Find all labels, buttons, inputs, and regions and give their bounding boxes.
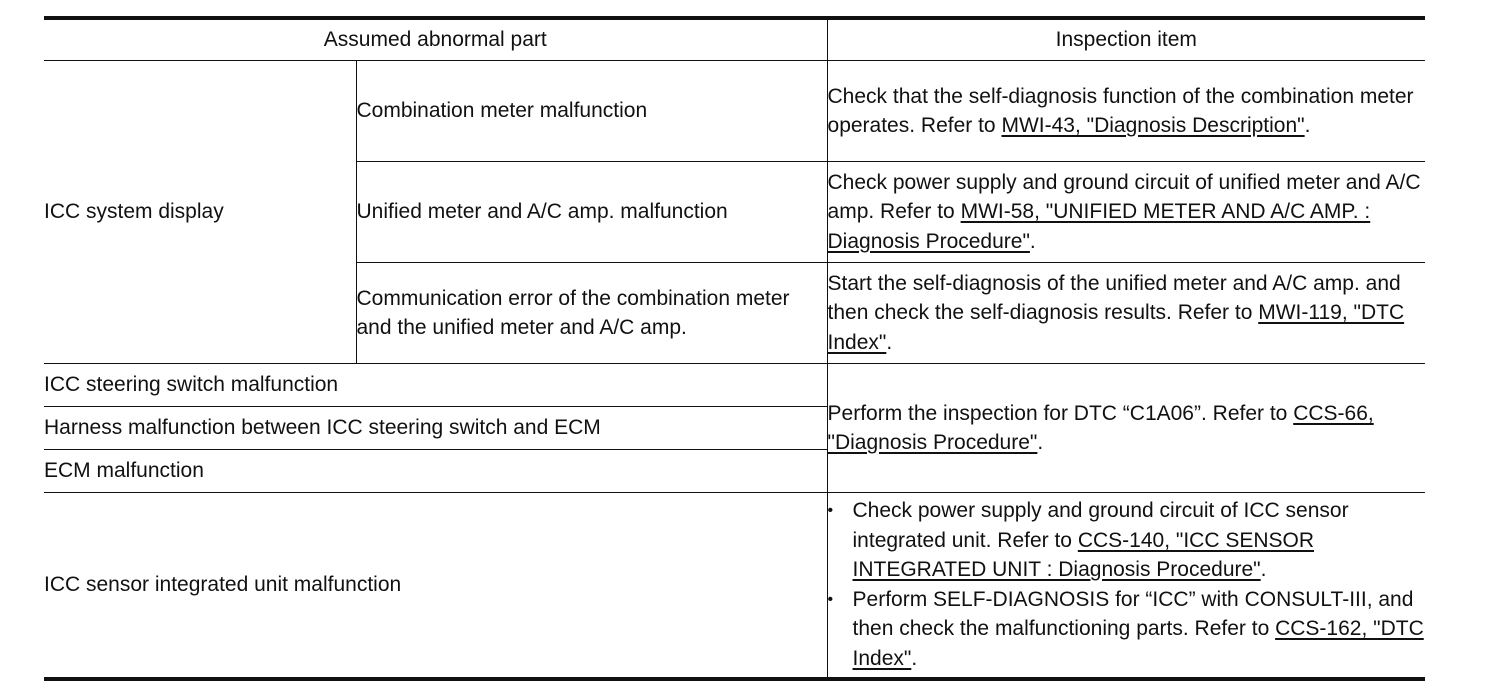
- reference-link[interactable]: CCS-140, "ICC SENSOR INTEGRATED UNIT : Diagnosis Procedure": [852, 528, 1315, 582]
- part-cell: Combination meter malfunction: [356, 61, 827, 162]
- inspection-cell: [827, 263, 1425, 364]
- icc-system-display-cell: ICC system display: [44, 61, 356, 364]
- reference-link[interactable]: CCS-162, "DTC Index": [852, 617, 1424, 670]
- list-item: [828, 496, 1426, 585]
- inspection-text: Perform SELF-DIAGNOSIS for “ICC” with CONSULT-III, and then check the malfunctioning parts. Refer to: [852, 587, 1414, 641]
- part-cell: ECM malfunction: [44, 450, 827, 493]
- part-cell: Unified meter and A/C amp. malfunction: [356, 162, 827, 263]
- inspection-cell: [827, 162, 1425, 263]
- reference-link[interactable]: MWI-119, "DTC Index": [827, 301, 1405, 354]
- bullet-list: [828, 496, 1426, 673]
- diagnosis-table: [44, 16, 1425, 681]
- inspection-text: Check power supply and ground circuit of ICC sensor integrated unit. Refer to: [852, 499, 1349, 552]
- header-row: [44, 18, 1425, 61]
- period: .: [1304, 114, 1311, 137]
- part-cell: ICC steering switch malfunction: [44, 364, 827, 407]
- header-assumed-part: Assumed abnormal part: [44, 18, 827, 61]
- table-row: [44, 493, 1425, 679]
- part-cell: Harness malfunction between ICC steering switch and ECM: [44, 407, 827, 450]
- inspection-text: Perform the inspection for DTC “C1A06”. Refer to: [827, 401, 1294, 425]
- period: .: [911, 646, 918, 670]
- reference-link[interactable]: MWI-58, "UNIFIED METER AND A/C AMP. : Diagnosis Procedure": [827, 200, 1371, 253]
- period: .: [1037, 431, 1044, 454]
- part-cell: Communication error of the combination meter and the unified meter and A/C amp.: [356, 263, 827, 364]
- header-inspection-item: Inspection item: [827, 18, 1425, 61]
- period: .: [1260, 558, 1267, 582]
- part-cell: ICC sensor integrated unit malfunction: [44, 493, 827, 679]
- period: .: [886, 330, 893, 354]
- inspection-cell: [827, 61, 1425, 162]
- inspection-text: Check that the self-diagnosis function of the combination meter operates. Refer to: [827, 84, 1414, 137]
- table-row: [44, 61, 1425, 162]
- list-item: [828, 585, 1426, 674]
- reference-link[interactable]: MWI-43, "Diagnosis Description": [1001, 114, 1305, 137]
- table-row: [44, 364, 1425, 407]
- inspection-text: Start the self-diagnosis of the unified meter and A/C amp. and then check the self-diagnosis results. Refer to: [827, 271, 1401, 325]
- reference-link[interactable]: CCS-66, "Diagnosis Procedure": [827, 401, 1374, 454]
- inspection-cell: [827, 364, 1425, 493]
- inspection-cell: [827, 493, 1425, 679]
- period: .: [1029, 229, 1036, 253]
- inspection-text: Check power supply and ground circuit of unified meter and A/C amp. Refer to: [827, 170, 1421, 224]
